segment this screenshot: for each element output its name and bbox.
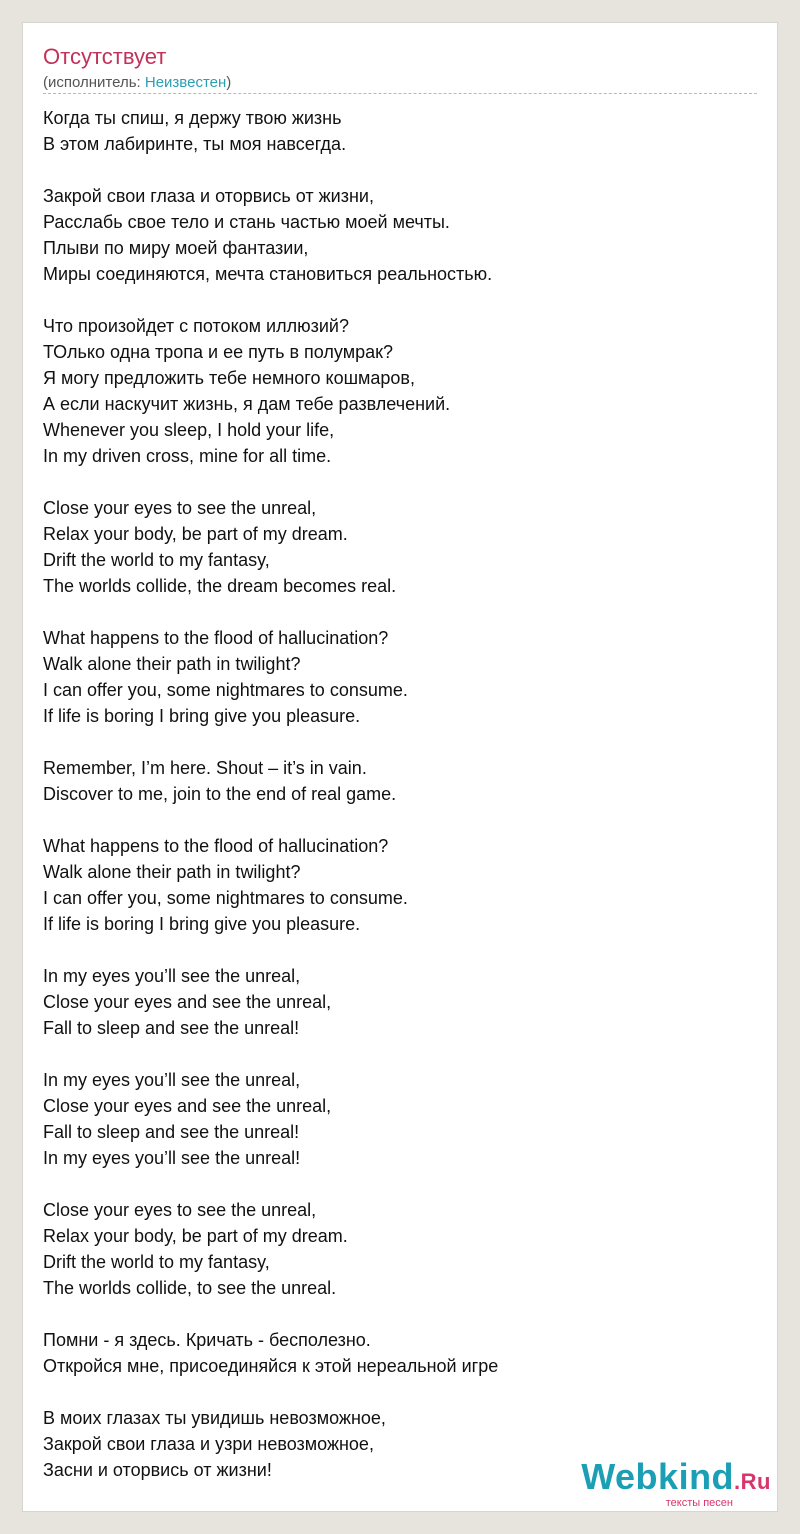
lyric-line: I can offer you, some nightmares to consume.: [43, 888, 408, 908]
lyric-line: ТОлько одна тропа и ее путь в полумрак?: [43, 342, 394, 362]
lyric-line: In my eyes you’ll see the unreal!: [43, 1148, 301, 1168]
lyrics-text: [43, 105, 757, 1483]
lyric-line: Relax your body, be part of my dream.: [43, 524, 348, 544]
lyric-line: Закрой свои глаза и узри невозможное,: [43, 1434, 374, 1454]
lyric-line: What happens to the flood of hallucination?: [43, 836, 389, 856]
lyric-line: Close your eyes to see the unreal,: [43, 498, 317, 518]
stanza-break: [43, 1301, 757, 1327]
lyrics-card: [22, 22, 778, 1512]
lyric-line: Remember, I’m here. Shout – it’s in vain.: [43, 758, 367, 778]
lyric-line: Relax your body, be part of my dream.: [43, 1226, 348, 1246]
logo-tld: .Ru: [734, 1469, 771, 1494]
lyric-line: Плыви по миру моей фантазии,: [43, 238, 309, 258]
lyric-line: Засни и оторвись от жизни!: [43, 1460, 272, 1480]
artist-prefix: (исполнитель:: [43, 74, 145, 91]
lyric-line: Drift the world to my fantasy,: [43, 1252, 270, 1272]
lyric-line: Close your eyes and see the unreal,: [43, 1096, 332, 1116]
lyric-line: А если наскучит жизнь, я дам тебе развлечений.: [43, 394, 451, 414]
stanza-break: [43, 469, 757, 495]
stanza-break: [43, 287, 757, 313]
webkind-logo[interactable]: [581, 1458, 771, 1509]
lyric-line: The worlds collide, to see the unreal.: [43, 1278, 337, 1298]
lyric-line: Закрой свои глаза и оторвись от жизни,: [43, 186, 374, 206]
stanza-break: [43, 937, 757, 963]
title-divider: [43, 93, 757, 94]
lyric-line: Расслабь свое тело и стань частью моей мечты.: [43, 212, 450, 232]
logo-tagline: тексты песен: [665, 1497, 733, 1509]
lyric-line: Я могу предложить тебе немного кошмаров,: [43, 368, 415, 388]
lyric-line: In my driven cross, mine for all time.: [43, 446, 332, 466]
lyric-line: Fall to sleep and see the unreal!: [43, 1018, 300, 1038]
artist-line: [43, 74, 231, 92]
stanza-break: [43, 1041, 757, 1067]
lyric-line: Whenever you sleep, I hold your life,: [43, 420, 335, 440]
lyric-line: Что произойдет с потоком иллюзий?: [43, 316, 349, 336]
artist-link[interactable]: Неизвестен: [144, 74, 227, 91]
lyric-line: Fall to sleep and see the unreal!: [43, 1122, 300, 1142]
lyric-line: В этом лабиринте, ты моя навсегда.: [43, 134, 347, 154]
lyric-line: Walk alone their path in twilight?: [43, 862, 301, 882]
stanza-break: [43, 807, 757, 833]
stanza-break: [43, 157, 757, 183]
lyric-line: В моих глазах ты увидишь невозможное,: [43, 1408, 386, 1428]
artist-suffix: ): [226, 74, 232, 91]
logo-wordmark: [581, 1458, 771, 1501]
lyric-line: In my eyes you’ll see the unreal,: [43, 1070, 301, 1090]
lyric-line: Discover to me, join to the end of real game.: [43, 784, 397, 804]
lyric-line: Drift the world to my fantasy,: [43, 550, 270, 570]
lyric-line: In my eyes you’ll see the unreal,: [43, 966, 301, 986]
stanza-break: [43, 1171, 757, 1197]
lyric-line: Walk alone their path in twilight?: [43, 654, 301, 674]
lyric-line: Когда ты спиш, я держу твою жизнь: [43, 108, 342, 128]
stanza-break: [43, 599, 757, 625]
lyric-line: The worlds collide, the dream becomes real.: [43, 576, 397, 596]
lyric-line: If life is boring I bring give you pleasure.: [43, 706, 361, 726]
stanza-break: [43, 729, 757, 755]
lyric-line: Миры соединяются, мечта становиться реальностью.: [43, 264, 493, 284]
lyric-line: I can offer you, some nightmares to consume.: [43, 680, 408, 700]
lyric-line: Откройся мне, присоединяйся к этой нереальной игре: [43, 1356, 499, 1376]
lyric-line: What happens to the flood of hallucination?: [43, 628, 389, 648]
lyric-line: Close your eyes and see the unreal,: [43, 992, 332, 1012]
logo-main-text: Webkind: [581, 1456, 735, 1497]
lyric-line: Помни - я здесь. Кричать - бесполезно.: [43, 1330, 371, 1350]
song-title: Отсутствует: [43, 44, 167, 69]
lyric-line: If life is boring I bring give you pleasure.: [43, 914, 361, 934]
stanza-break: [43, 1379, 757, 1405]
lyric-line: Close your eyes to see the unreal,: [43, 1200, 317, 1220]
